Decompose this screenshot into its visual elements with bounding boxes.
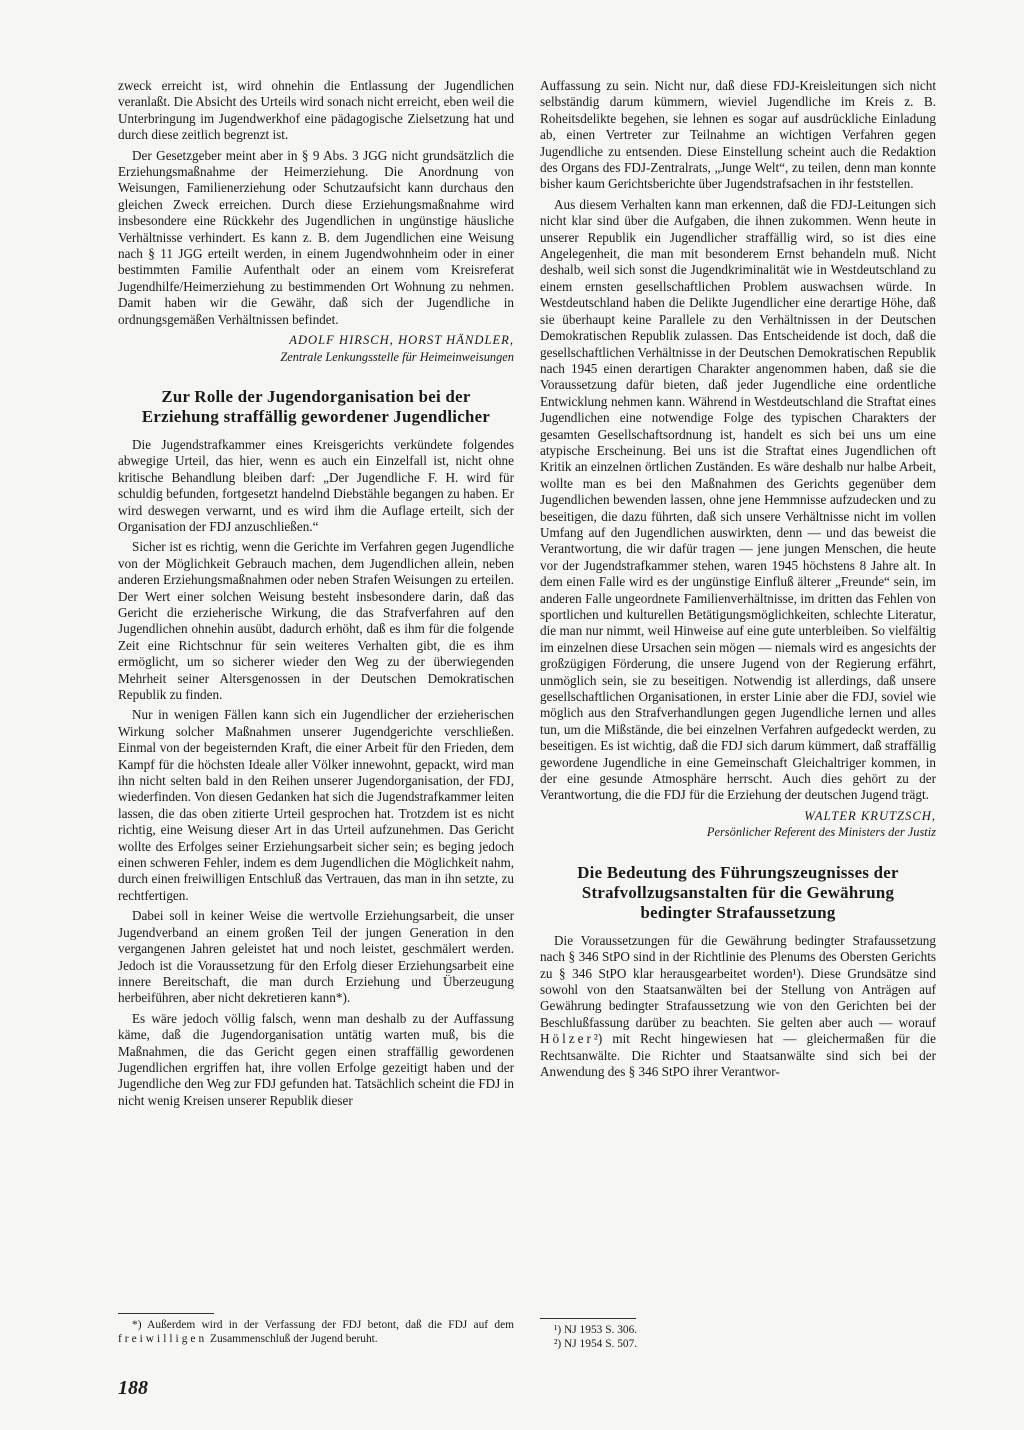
right-column	[540, 78, 936, 1084]
footnote-divider	[540, 1318, 636, 1319]
paragraph: Dabei soll in keiner Weise die wertvolle Erziehungsarbeit, die unser Jugendverband an einem großen Teil der jungen Generation in den vergangenen Jahren geleistet hat und noch leistet, geschmälert werden. Jedoch ist die Voraussetzung für den Erfolg dieser Erziehungsarbeit eine innere Bereitschaft, die man durch Erziehung und Überzeugung herbeiführen, aber nicht dekretieren kann*).	[118, 908, 514, 1006]
paragraph: Sicher ist es richtig, wenn die Gerichte im Verfahren gegen Jugendliche von der Möglichkeit Gebrauch machen, dem Jugendlichen allein, neben anderen Erziehungsmaßnahmen oder neben Strafen Weisungen zu erteilen. Der Wert einer solchen Weisung besteht insbesondere darin, daß das Gericht die erzieherische Wirkung, die das Strafverfahren auf den Jugendlichen ohnehin ausübt, dadurch erhöht, daß es ihm für die folgende Zeit eine Richtschnur für sein weiteres Verhalten gibt, die es ihm ermöglicht, um so sicherer wieder den Weg zu der überwiegenden Mehrheit seiner Altersgenossen in der Deutschen Demokratischen Republik zu finden.	[118, 539, 514, 702]
heading-line: bedingter Strafaussetzung	[640, 902, 836, 922]
left-column	[118, 78, 514, 1113]
author-name: WALTER KRUTZSCH,	[804, 808, 936, 823]
heading-line: Die Bedeutung des Führungszeugnisses der	[577, 862, 899, 882]
text-span: ²) mit Recht hingewiesen hat — gleichermaßen für die Rechtsanwälte. Die Richter und Staatsanwälte sind sich bei der Anwendung des § 346 StPO ihrer Verantwor-	[540, 1031, 936, 1079]
footnote-left	[118, 1313, 514, 1346]
footnote-text	[118, 1318, 514, 1346]
paragraph: zweck erreicht ist, wird ohnehin die Entlassung der Jugendlichen veranlaßt. Die Absicht des Urteils wird sonach nicht erreicht, eben weil die Unterbringung im Jugendwerkhof eine pädagogische Zielsetzung hat und durch diese zeitlich begrenzt ist.	[118, 78, 514, 143]
author-names: ADOLF HIRSCH, HORST HÄNDLER,	[289, 333, 514, 348]
paragraph: Die Jugendstrafkammer eines Kreisgerichts verkündete folgendes abwegige Urteil, das hier, wenn es auch ein Einzelfall ist, nicht ohne kritische Behandlung bleiben darf: „Der Jugendliche F. H. wird für schuldig befunden, fortgesetzt handelnd Diebstähle begangen zu haben. Er wird deswegen verwarnt, und es wird ihm die Auflage erteilt, sich der Organisation der FDJ anzuschließen.“	[118, 436, 514, 534]
emphasis-span: freiwilligen	[118, 1333, 208, 1345]
footnote-right	[540, 1308, 936, 1351]
footnote-1: ¹) NJ 1953 S. 306.	[554, 1324, 638, 1336]
article-heading	[540, 863, 936, 923]
paragraph: Aus diesem Verhalten kann man erkennen, daß die FDJ-Leitungen sich nicht klar sind über die Aufgaben, die ihnen zukommen. Wenn heute in unserer Republik ein Jugendlicher straffällig wird, so ist dies eine Angelegenheit, die man mit besonderem Ernst behandeln muß. Nicht deshalb, weil sich sonst die Jugendkriminalität wie in Westdeutschland zu einem ernsten gesellschaftlichen Problem auswachsen würde. In Westdeutschland haben die Delikte Jugendlicher eine derartige Höhe, daß sie überhaupt keine Parallele zu den Verhältnissen in der Deutschen Demokratischen Republik zulassen. Das Entscheidende ist doch, daß die gesellschaftlichen Verhältnisse in der Deutschen Demokratischen Republik nach 1945 einen derartigen Charakter angenommen haben, daß sie die Voraussetzung dafür bieten, daß jeder Jugendliche eine ordentliche Entwicklung nehmen kann. Während in Westdeutschland die Straftat eines Jugendlichen eine notwendige Folge des typischen Charakters der gesamten Gesellschaftsordnung ist, handelt es sich bei uns um eine atypische Erscheinung. Bei uns ist die Straftat eines Jugendlichen oft Kritik an einzelnen örtlichen Zuständen. Es wäre deshalb nur halbe Arbeit, wollte man es bei den Maßnahmen des Gerichts gegenüber dem Jugendlichen bewenden lassen, ohne jene Hemmnisse aufzudecken und zu beseitigen, die dazu führten, daß sich unsere Verhältnisse nicht im vollen Umfang auf den Jugendlichen auswirkten, denn — und das beweist die Verantwortung, die wir dafür tragen — jene jungen Menschen, die heute vor der Jugendstrafkammer stehen, waren 1945 höchstens 8 Jahre alt. In dem einen Falle wird es der ungünstige Einfluß älterer „Freunde“ sein, im anderen Falle ungeordnete Familienverhältnisse, im dritten das Fehlen von sportlichen und kulturellen Betätigungsmöglichkeiten, schlechte Literatur, die man nur nimmt, weil Hinweise auf eine gute unterbleiben. So vielfältig im einzelnen diese Ursachen sein mögen — niemals wird es angesichts der großzügigen Förderung, die unsere Jugend von der Regierung erfährt, unmöglich sein, sie zu beseitigen. Notwendig ist allerdings, daß unsere gesellschaftlichen Organisationen, in erster Linie aber die FDJ, soviel wie möglich aus den Strafverhandlungen gegen Jugendliche lernen und alles tun, um die Mißstände, die bei einzelnen Verfahren aufgedeckt werden, zu beseitigen. Es ist wichtig, daß die FDJ sich darum kümmert, daß straffällig gewordene Jugendliche in eine Gemeinschaft Gleichaltriger kommen, in der eine gesunde Atmosphäre herrscht. Auch dies gehört zu der Verantwortung, die die FDJ für die Erziehung der deutschen Jugend trägt.	[540, 196, 936, 803]
footnote-span: Zusammenschluß der Jugend beruht.	[210, 1333, 378, 1345]
author-reference: Hölzer	[540, 1031, 594, 1047]
heading-line: Strafvollzugsanstalten für die Gewährung	[581, 882, 895, 902]
text-span: Die Voraussetzungen für die Gewährung bedingter Strafaussetzung nach § 346 StPO sind in der Richtlinie des Plenums des Obersten Gerichts zu § 346 StPO klar herausgearbeitet worden¹). Diese Grundsätze sind sowohl von den Staatsanwälten bei der Stellung von Anträgen auf Gewährung bedingter Strafaussetzung wie von den Gerichten bei der Beschlußfassung darüber zu beachten. Sie gelten aber auch — worauf	[540, 932, 936, 1030]
heading-line: Erziehung straffällig gewordener Jugendlicher	[141, 406, 491, 426]
paragraph	[540, 933, 936, 1081]
page-number: 188	[118, 1377, 148, 1399]
footnote-span: *) Außerdem wird in der Verfassung der FDJ betont, daß die FDJ auf dem	[132, 1319, 514, 1331]
footnote-divider	[118, 1313, 214, 1314]
signature-block	[118, 332, 514, 365]
paragraph: Nur in wenigen Fällen kann sich ein Jugendlicher der erzieherischen Wirkung solcher Maßnahmen unserer Jugendgerichte verschließen. Einmal von der begeisternden Kraft, die einer Arbeit für den Frieden, dem Kampf für die höchsten Ideale aller Völker innewohnt, gepackt, wird man ihn nicht selten bald in den Reihen unserer Jugendorganisation, der FDJ, wiederfinden. Von diesen Gedanken hat sich die Jugendstrafkammer leiten lassen, die das oben zitierte Urteil gesprochen hat. Trotzdem ist es nicht richtig, eine Weisung dieser Art in das Urteil aufzunehmen. Das Gericht wollte des Erfolges seiner Erziehungsarbeit sicher sein; es beging jedoch einen schweren Fehler, indem es dem Jugendlichen die Möglichkeit nahm, durch einen freiwilligen Entschluß das Vertrauen, das man in ihn setzte, zu rechtfertigen.	[118, 707, 514, 903]
signature-block	[540, 808, 936, 841]
author-role: Zentrale Lenkungsstelle für Heimeinweisungen	[280, 349, 514, 364]
paragraph: Auffassung zu sein. Nicht nur, daß diese FDJ-Kreisleitungen sich nicht selbständig darum kümmern, wieviel Jugendliche im Kreis z. B. Roheitsdelikte begehen, sie lehnen es sogar auf ausdrückliche Einladung ab, einen Vertreter zur Teilnahme an wichtigen Verfahren gegen Jugendliche zu entsenden. Diese Einstellung scheint auch die Redaktion des Organs des FDJ-Zentralrats, „Junge Welt“, zu teilen, denn man konnte bisher kaum Gerichtsberichte über Jugendstrafsachen in ihr feststellen.	[540, 78, 936, 192]
author-role: Persönlicher Referent des Ministers der Justiz	[706, 825, 936, 840]
paragraph: Es wäre jedoch völlig falsch, wenn man deshalb zu der Auffassung käme, daß die Jugendorganisation untätig warten muß, bis die Maßnahmen, die das Gericht gegen einen straffällig gewordenen Jugendlichen ergriffen hat, ihre vollen Erfolge gezeitigt haben und der Jugendliche den Weg zur FDJ gefunden hat. Tatsächlich scheint die FDJ in nicht wenig Kreisen unserer Republik dieser	[118, 1010, 514, 1108]
paragraph: Der Gesetzgeber meint aber in § 9 Abs. 3 JGG nicht grundsätzlich die Erziehungsmaßnahme der Heimerziehung. Die Anordnung von Weisungen, Familienerziehung oder Schutzaufsicht kann durchaus den gleichen Zweck erreichen. Durch diese Erziehungsmaßnahme wird insbesondere eine Rückkehr des Jugendlichen in ungünstige häusliche Verhältnisse verhindert. Es kann z. B. dem Jugendlichen eine Weisung nach § 11 JGG erteilt werden, in einem Jugendwohnheim oder in einer bestimmten Familie Aufenthalt oder an einem vom Kreisreferat Jugendhilfe/Heimerziehung zu bestimmenden Ort Wohnung zu nehmen. Damit haben wir die Gewähr, daß sich der Jugendliche in ordnungsgemäßen Verhältnissen befindet.	[118, 147, 514, 327]
footnote-2: ²) NJ 1954 S. 507.	[554, 1338, 638, 1350]
heading-line: Zur Rolle der Jugendorganisation bei der	[161, 386, 471, 406]
article-heading	[118, 387, 514, 427]
